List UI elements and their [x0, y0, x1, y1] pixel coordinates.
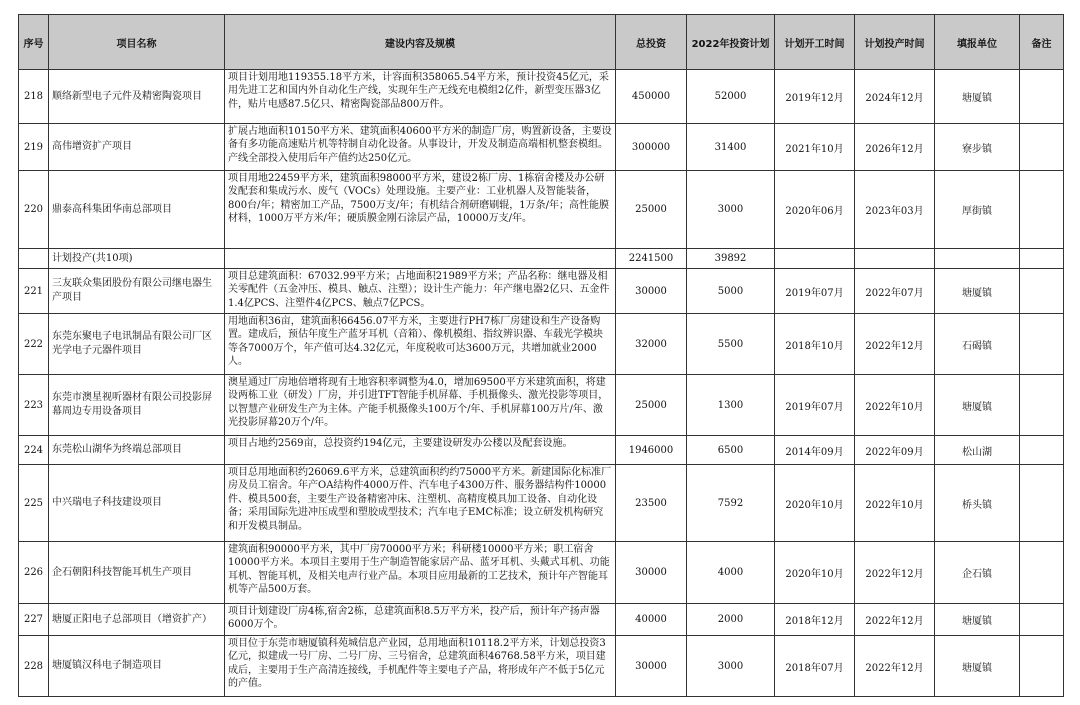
row-plan-2022: 6500 [687, 436, 775, 465]
row-no: 218 [19, 70, 49, 124]
row-content: 项目总建筑面积：67032.99平方米；占地面积21989平方米；产品名称：继电器及相关零配件（五金冲压、模具、触点、注塑）；设计生产能力：年产继电器2亿只、五金件1.4亿PCS、注塑件4亿PCS、触点7亿PCS。 [225, 269, 616, 314]
row-remark [1020, 375, 1064, 436]
row-unit: 厚街镇 [935, 171, 1020, 249]
row-plan-2022: 2000 [687, 604, 775, 636]
row-name: 中兴瑞电子科技建设项目 [49, 465, 225, 542]
row-total: 23500 [616, 465, 687, 542]
row-no: 219 [19, 124, 49, 171]
row-name: 顺络新型电子元件及精密陶瓷项目 [49, 70, 225, 124]
row-remark [1020, 314, 1064, 375]
header-total-investment: 总投资 [616, 15, 687, 70]
row-start: 2020年06月 [775, 171, 855, 249]
row-content: 建筑面积90000平方米，其中厂房70000平方米；科研楼10000平方米；职工宿舍10000平方米。本项目主要用于生产制造智能家居产品、蓝牙耳机、头戴式耳机、功能耳机、智能耳机，及相关电声行业产品。本项目应用最新的工艺技术，预计年产智能耳机等产品500万套。 [225, 542, 616, 604]
row-unit: 寮步镇 [935, 124, 1020, 171]
row-no: 220 [19, 171, 49, 249]
row-no: 221 [19, 269, 49, 314]
row-production: 2024年12月 [855, 70, 935, 124]
row-content: 项目计划建设厂房4栋,宿舍2栋，总建筑面积8.5万平方米，投产后，预计年产扬声器6000万个。 [225, 604, 616, 636]
row-unit: 企石镇 [935, 542, 1020, 604]
table-row [19, 604, 1064, 636]
subtotal-production [855, 249, 935, 269]
table-row [19, 542, 1064, 604]
row-production: 2022年07月 [855, 269, 935, 314]
row-remark [1020, 465, 1064, 542]
row-content: 项目计划用地119355.18平方米，计容面积358065.54平方米，预计投资45亿元，采用先进工艺和国内外自动化生产线，实现年生产无线充电模组2亿件，新型变压器3亿件，贴片电感87.5亿只、精密陶瓷部品800万件。 [225, 70, 616, 124]
row-total: 25000 [616, 171, 687, 249]
row-start: 2019年07月 [775, 375, 855, 436]
row-no: 226 [19, 542, 49, 604]
subtotal-row [19, 249, 1064, 269]
row-unit: 塘厦镇 [935, 269, 1020, 314]
header-row [19, 15, 1064, 70]
subtotal-label: 计划投产(共10项) [49, 249, 225, 269]
row-no: 228 [19, 636, 49, 697]
row-name: 鼎泰高科集团华南总部项目 [49, 171, 225, 249]
row-no: 222 [19, 314, 49, 375]
row-content: 用地面积36亩，建筑面积66456.07平方米，主要进行PH7栋厂房建设和生产设备购置。建成后，预估年度生产蓝牙耳机（音箱）、像机模组、指纹辨识器、车载光学模块等各7000万个，年产值可达4.32亿元，年度税收可达3600万元，共增加就业2000人。 [225, 314, 616, 375]
row-remark [1020, 436, 1064, 465]
row-start: 2019年12月 [775, 70, 855, 124]
project-table [18, 14, 1064, 697]
row-remark [1020, 604, 1064, 636]
row-start: 2018年10月 [775, 314, 855, 375]
row-plan-2022: 31400 [687, 124, 775, 171]
row-production: 2022年12月 [855, 542, 935, 604]
row-remark [1020, 542, 1064, 604]
subtotal-content [225, 249, 616, 269]
row-no: 225 [19, 465, 49, 542]
row-content: 澳星通过厂房地倍增将现有土地容积率调整为4.0，增加69500平方米建筑面积，将建设两栋工业（研发）厂房，并引进TFT智能手机屏幕、手机摄像头、激光投影等项目，以智慧产业研发生产为主体。产能手机摄像头100万个/年、手机屏幕100万片/年、激光投影屏幕20万个/年。 [225, 375, 616, 436]
row-total: 30000 [616, 542, 687, 604]
row-start: 2019年07月 [775, 269, 855, 314]
row-no: 224 [19, 436, 49, 465]
row-plan-2022: 5500 [687, 314, 775, 375]
row-unit: 桥头镇 [935, 465, 1020, 542]
row-total: 30000 [616, 636, 687, 697]
row-content: 项目位于东莞市塘厦镇科苑城信息产业园，总用地面积10118.2平方米，计划总投资3亿元，拟建成一号厂房、二号厂房、三号宿舍，总建筑面积46768.58平方米，项目建成后，主要用于生产高清连接线，手机配件等主要电子产品，将形成年产不低于5亿元的产值。 [225, 636, 616, 697]
table-row [19, 465, 1064, 542]
row-production: 2022年10月 [855, 465, 935, 542]
row-total: 1946000 [616, 436, 687, 465]
header-start-time: 计划开工时间 [775, 15, 855, 70]
row-remark [1020, 171, 1064, 249]
table-row [19, 636, 1064, 697]
row-total: 25000 [616, 375, 687, 436]
subtotal-start [775, 249, 855, 269]
row-start: 2020年10月 [775, 542, 855, 604]
row-production: 2023年03月 [855, 171, 935, 249]
row-plan-2022: 1300 [687, 375, 775, 436]
row-total: 450000 [616, 70, 687, 124]
row-content: 项目总用地面积约26069.6平方米，总建筑面积约约75000平方米。新建国际化标准厂房及员工宿舍。年产OA结构件4000万件、汽车电子4300万件、服务器结构件10000件、模具500套，主要生产设备精密冲床、注塑机、高精度模具加工设备、自动化设备；采用国际先进冲压成型和塑胶成型技术；汽车电子EMC标准；设立研发机构研究和开发模具制品。 [225, 465, 616, 542]
row-remark [1020, 269, 1064, 314]
table-row [19, 171, 1064, 249]
row-remark [1020, 636, 1064, 697]
row-production: 2022年09月 [855, 436, 935, 465]
subtotal-total: 2241500 [616, 249, 687, 269]
row-plan-2022: 3000 [687, 171, 775, 249]
header-content: 建设内容及规模 [225, 15, 616, 70]
row-start: 2021年10月 [775, 124, 855, 171]
subtotal-remark [1020, 249, 1064, 269]
header-remark: 备注 [1020, 15, 1064, 70]
row-name: 东莞东聚电子电讯制品有限公司厂区光学电子元器件项目 [49, 314, 225, 375]
row-plan-2022: 7592 [687, 465, 775, 542]
row-unit: 松山湖 [935, 436, 1020, 465]
row-plan-2022: 5000 [687, 269, 775, 314]
row-content: 扩展占地面积10150平方米、建筑面积40600平方米的制造厂房，购置新设备，主要设备有多功能高速贴片机等特制自动化设备。从事设计，开发及制造高端相机整套模组。产线全部投入使用后年产值约达250亿元。 [225, 124, 616, 171]
header-plan-2022: 2022年投资计划 [687, 15, 775, 70]
row-plan-2022: 3000 [687, 636, 775, 697]
row-total: 40000 [616, 604, 687, 636]
row-production: 2022年12月 [855, 636, 935, 697]
row-name: 高伟增资扩产项目 [49, 124, 225, 171]
header-project-name: 项目名称 [49, 15, 225, 70]
row-no: 223 [19, 375, 49, 436]
row-no: 227 [19, 604, 49, 636]
table-row [19, 314, 1064, 375]
subtotal-unit [935, 249, 1020, 269]
header-seq: 序号 [19, 15, 49, 70]
row-remark [1020, 70, 1064, 124]
header-production-time: 计划投产时间 [855, 15, 935, 70]
row-unit: 石碣镇 [935, 314, 1020, 375]
table-row [19, 124, 1064, 171]
row-production: 2022年12月 [855, 604, 935, 636]
subtotal-plan-2022: 39892 [687, 249, 775, 269]
row-start: 2018年12月 [775, 604, 855, 636]
row-production: 2022年10月 [855, 375, 935, 436]
row-unit: 塘厦镇 [935, 604, 1020, 636]
row-plan-2022: 4000 [687, 542, 775, 604]
row-start: 2020年10月 [775, 465, 855, 542]
row-total: 32000 [616, 314, 687, 375]
table-row [19, 269, 1064, 314]
row-start: 2014年09月 [775, 436, 855, 465]
row-content: 项目用地22459平方米，建筑面积98000平方米，建设2栋厂房、1栋宿舍楼及办公研发配套和集成污水、废气（VOCs）处理设施。主要产业：工业机器人及智能装备，800台/年；精密加工产品，7500万支/年；有机结合剂研磨刷辊，1万条/年；高性能膜材料，1000万平方米/年；硬质膜金刚石涂层产品，10000万支/年。 [225, 171, 616, 249]
row-name: 东莞市澳星视听器材有限公司投影屏幕周边专用设备项目 [49, 375, 225, 436]
row-production: 2026年12月 [855, 124, 935, 171]
header-unit: 填报单位 [935, 15, 1020, 70]
row-unit: 塘厦镇 [935, 70, 1020, 124]
row-name: 三友联众集团股份有限公司继电器生产项目 [49, 269, 225, 314]
subtotal-no [19, 249, 49, 269]
row-start: 2018年07月 [775, 636, 855, 697]
row-name: 企石朝阳科技智能耳机生产项目 [49, 542, 225, 604]
row-unit: 塘厦镇 [935, 636, 1020, 697]
row-production: 2022年12月 [855, 314, 935, 375]
row-plan-2022: 52000 [687, 70, 775, 124]
row-name: 东莞松山湖华为终端总部项目 [49, 436, 225, 465]
table-row [19, 70, 1064, 124]
row-name: 塘厦正阳电子总部项目（增资扩产） [49, 604, 225, 636]
table-row [19, 375, 1064, 436]
row-remark [1020, 124, 1064, 171]
row-total: 30000 [616, 269, 687, 314]
row-name: 塘厦镇汉科电子制造项目 [49, 636, 225, 697]
row-total: 300000 [616, 124, 687, 171]
table-row [19, 436, 1064, 465]
row-unit: 塘厦镇 [935, 375, 1020, 436]
row-content: 项目占地约2569亩，总投资约194亿元，主要建设研发办公楼以及配套设施。 [225, 436, 616, 465]
